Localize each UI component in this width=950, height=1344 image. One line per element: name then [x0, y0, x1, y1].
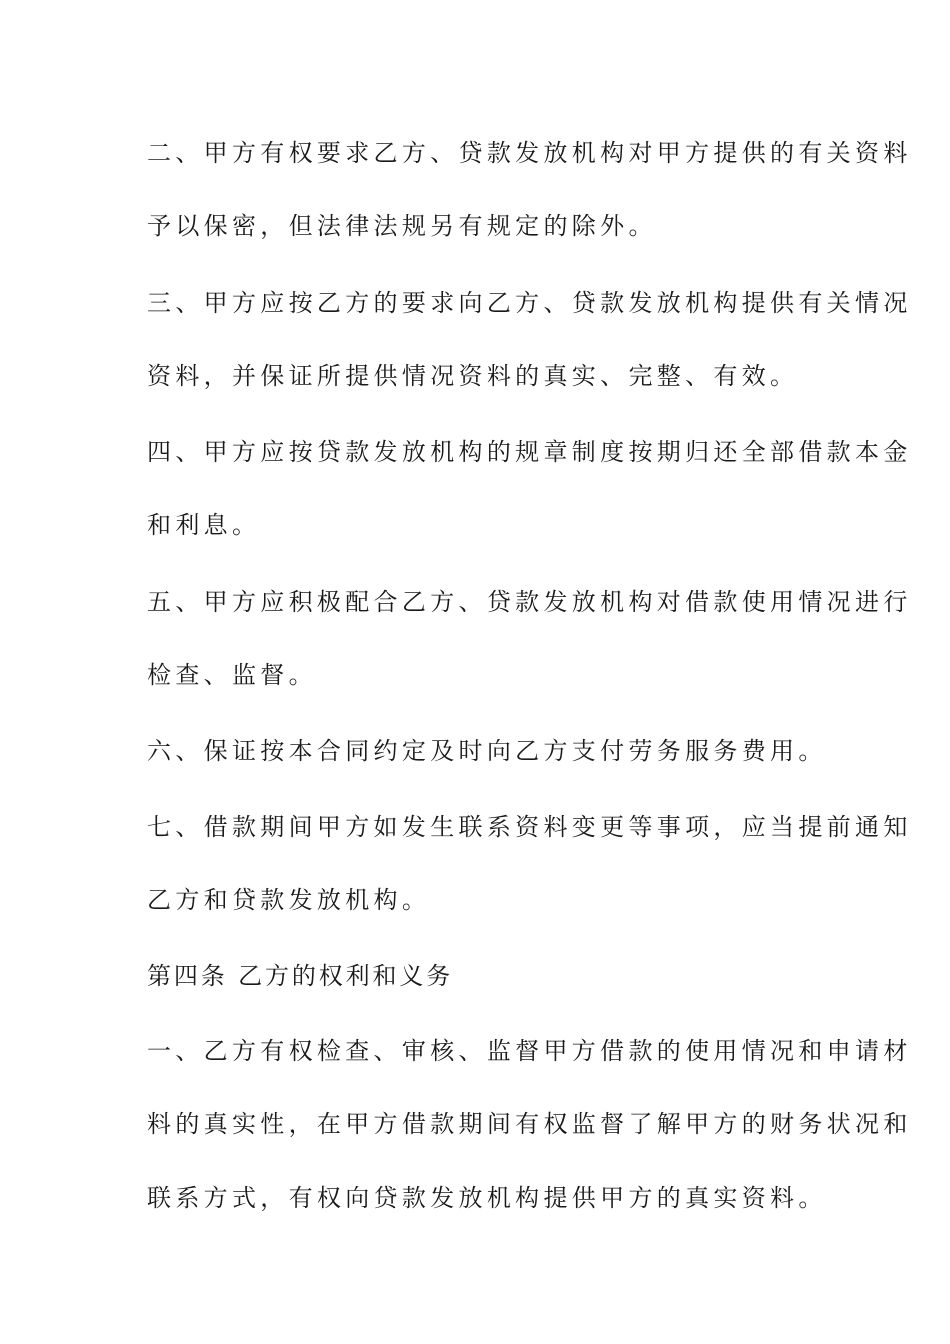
paragraph-line: 联系方式，有权向贷款发放机构提供甲方的真实资料。 [147, 1184, 827, 1212]
paragraph-line: 一、乙方有权检查、审核、监督甲方借款的使用情况和申请材 [147, 1037, 912, 1065]
paragraph-line: 和利息。 [147, 511, 261, 539]
paragraph-line: 七、借款期间甲方如发生联系资料变更等事项，应当提前通知 [147, 813, 912, 841]
paragraph-line: 二、甲方有权要求乙方、贷款发放机构对甲方提供的有关资料 [147, 139, 912, 167]
paragraph-line: 乙方和贷款发放机构。 [147, 886, 431, 914]
paragraph-line: 五、甲方应积极配合乙方、贷款发放机构对借款使用情况进行 [147, 588, 912, 616]
paragraph-line: 料的真实性，在甲方借款期间有权监督了解甲方的财务状况和 [147, 1110, 912, 1138]
paragraph-line: 资料，并保证所提供情况资料的真实、完整、有效。 [147, 362, 799, 390]
paragraph-line: 四、甲方应按贷款发放机构的规章制度按期归还全部借款本金 [147, 438, 912, 466]
paragraph-line: 检查、监督。 [147, 661, 317, 689]
paragraph-line: 三、甲方应按乙方的要求向乙方、贷款发放机构提供有关情况 [147, 289, 912, 317]
section-heading: 第四条 乙方的权利和义务 [147, 962, 454, 990]
paragraph-line: 六、保证按本合同约定及时向乙方支付劳务服务费用。 [147, 737, 827, 765]
paragraph-line: 予以保密，但法律法规另有规定的除外。 [147, 212, 657, 240]
